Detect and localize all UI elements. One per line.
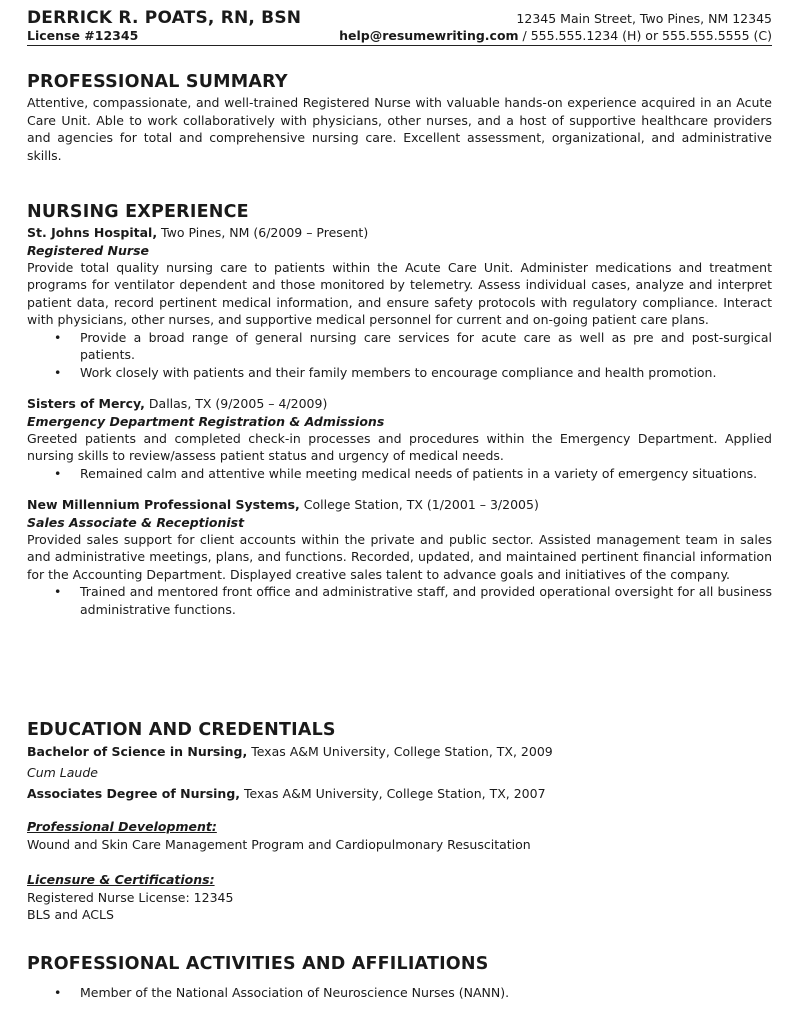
list-item (54, 583, 772, 618)
summary-section (27, 72, 772, 164)
job-title: Sales Associate & Receptionist (27, 514, 245, 530)
license-number: License #12345 (27, 28, 139, 43)
contact-line (339, 28, 772, 43)
summary-heading: PROFESSIONAL SUMMARY (27, 72, 288, 92)
job-bullets (27, 465, 772, 483)
bullet-text: Member of the National Association of Neuroscience Nurses (NANN). (80, 985, 510, 1000)
licensure-line: BLS and ACLS (27, 907, 114, 922)
job-details: Two Pines, NM (6/2009 – Present) (157, 225, 369, 240)
activities-heading: PROFESSIONAL ACTIVITIES AND AFFILIATIONS (27, 954, 489, 974)
job-description: Provide total quality nursing care to patients within the Acute Care Unit. Administer medications and treatment programs for ventilator dependent and those monitored by telemetry. Assess individual cases, analyze and interpret patient data, record pertinent medical information, and ensure safety protocols with regulatory compliance. Interact with physicians, other nurses, and supportive medical personnel for current and on-going patient care plans. (27, 259, 772, 327)
job-entry (27, 395, 772, 482)
job-title: Emergency Department Registration & Admissions (27, 413, 385, 429)
employer-name: New Millennium Professional Systems, (27, 497, 300, 512)
list-item (54, 465, 772, 483)
licensure-heading: Licensure & Certifications: (27, 872, 215, 887)
job-employer-line (27, 496, 772, 514)
resume-page (27, 8, 772, 1000)
job-description: Greeted patients and completed check-in processes and procedures within the Emergency Department. Applied nursing skills to review/assess patient status and urgency of medical needs. (27, 430, 772, 463)
degree-line (27, 741, 772, 762)
list-item (54, 364, 772, 382)
job-bullets (27, 329, 772, 382)
degree-title: Bachelor of Science in Nursing, (27, 744, 248, 759)
employer-name: Sisters of Mercy, (27, 396, 145, 411)
professional-development-text: Wound and Skin Care Management Program and Cardiopulmonary Resuscitation (27, 836, 531, 852)
employer-name: St. Johns Hospital, (27, 225, 158, 240)
experience-heading: NURSING EXPERIENCE (27, 202, 249, 222)
job-entry (27, 496, 772, 618)
bullet-text: Trained and mentored front office and administrative staff, and provided operational oversight for all business administrative functions. (80, 584, 772, 617)
bullet-icon: • (54, 364, 62, 380)
job-details: Dallas, TX (9/2005 – 4/2009) (144, 396, 328, 411)
job-title: Registered Nurse (27, 242, 149, 258)
job-entry (27, 224, 772, 381)
resume-header (27, 8, 772, 46)
education-heading: EDUCATION AND CREDENTIALS (27, 720, 336, 740)
degree-details: Texas A&M University, College Station, TX, 2009 (247, 744, 553, 759)
bullet-icon: • (54, 584, 62, 599)
professional-development-heading: Professional Development: (27, 819, 217, 834)
phone-numbers: / 555.555.1234 (H) or 555.555.5555 (C) (518, 28, 772, 43)
job-employer-line (27, 395, 772, 413)
job-details: College Station, TX (1/2001 – 3/2005) (299, 497, 539, 512)
bullet-text: Work closely with patients and their family members to encourage compliance and health promotion. (80, 364, 717, 380)
candidate-name: DERRICK R. POATS, RN, BSN (27, 8, 302, 28)
bullet-icon: • (54, 985, 62, 1000)
address: 12345 Main Street, Two Pines, NM 12345 (516, 11, 772, 26)
header-divider (27, 45, 772, 46)
bullet-text: Provide a broad range of general nursing care services for acute care as well as pre and post-surgical patients. (80, 329, 772, 362)
education-section (27, 720, 772, 924)
email-address: help@resumewriting.com (339, 28, 519, 43)
activities-list (27, 984, 772, 1002)
degree-line (27, 783, 772, 804)
bullet-text: Remained calm and attentive while meeting medical needs of patients in a variety of emergency situations. (80, 465, 758, 481)
list-item (54, 329, 772, 364)
bullet-icon: • (54, 329, 62, 345)
licensure-line: Registered Nurse License: 12345 (27, 889, 234, 905)
summary-text: Attentive, compassionate, and well-trained Registered Nurse with valuable hands-on experience acquired in an Acute Care Unit. Able to work collaboratively with physicians, other nurses, and a host of supportive healthcare providers and agencies for total and comprehensive nursing care. Excellent assessment, organizational, and administrative skills. (27, 95, 772, 163)
job-bullets (27, 583, 772, 618)
list-item (54, 984, 772, 1002)
job-employer-line (27, 224, 772, 242)
bullet-icon: • (54, 465, 62, 481)
degree-details: Texas A&M University, College Station, TX, 2007 (240, 786, 546, 801)
degree-title: Associates Degree of Nursing, (27, 786, 241, 801)
activities-section (27, 954, 772, 1002)
job-description: Provided sales support for client accounts within the private and public sector. Assisted management team in sales and administrative meetings, plans, and functions. Recorded, updated, and maintained pertinent financial information for the Accounting Department. Displayed creative sales talent to advance goals and initiatives of the company. (27, 531, 772, 582)
degree-honor: Cum Laude (27, 765, 98, 780)
experience-section (27, 202, 772, 618)
